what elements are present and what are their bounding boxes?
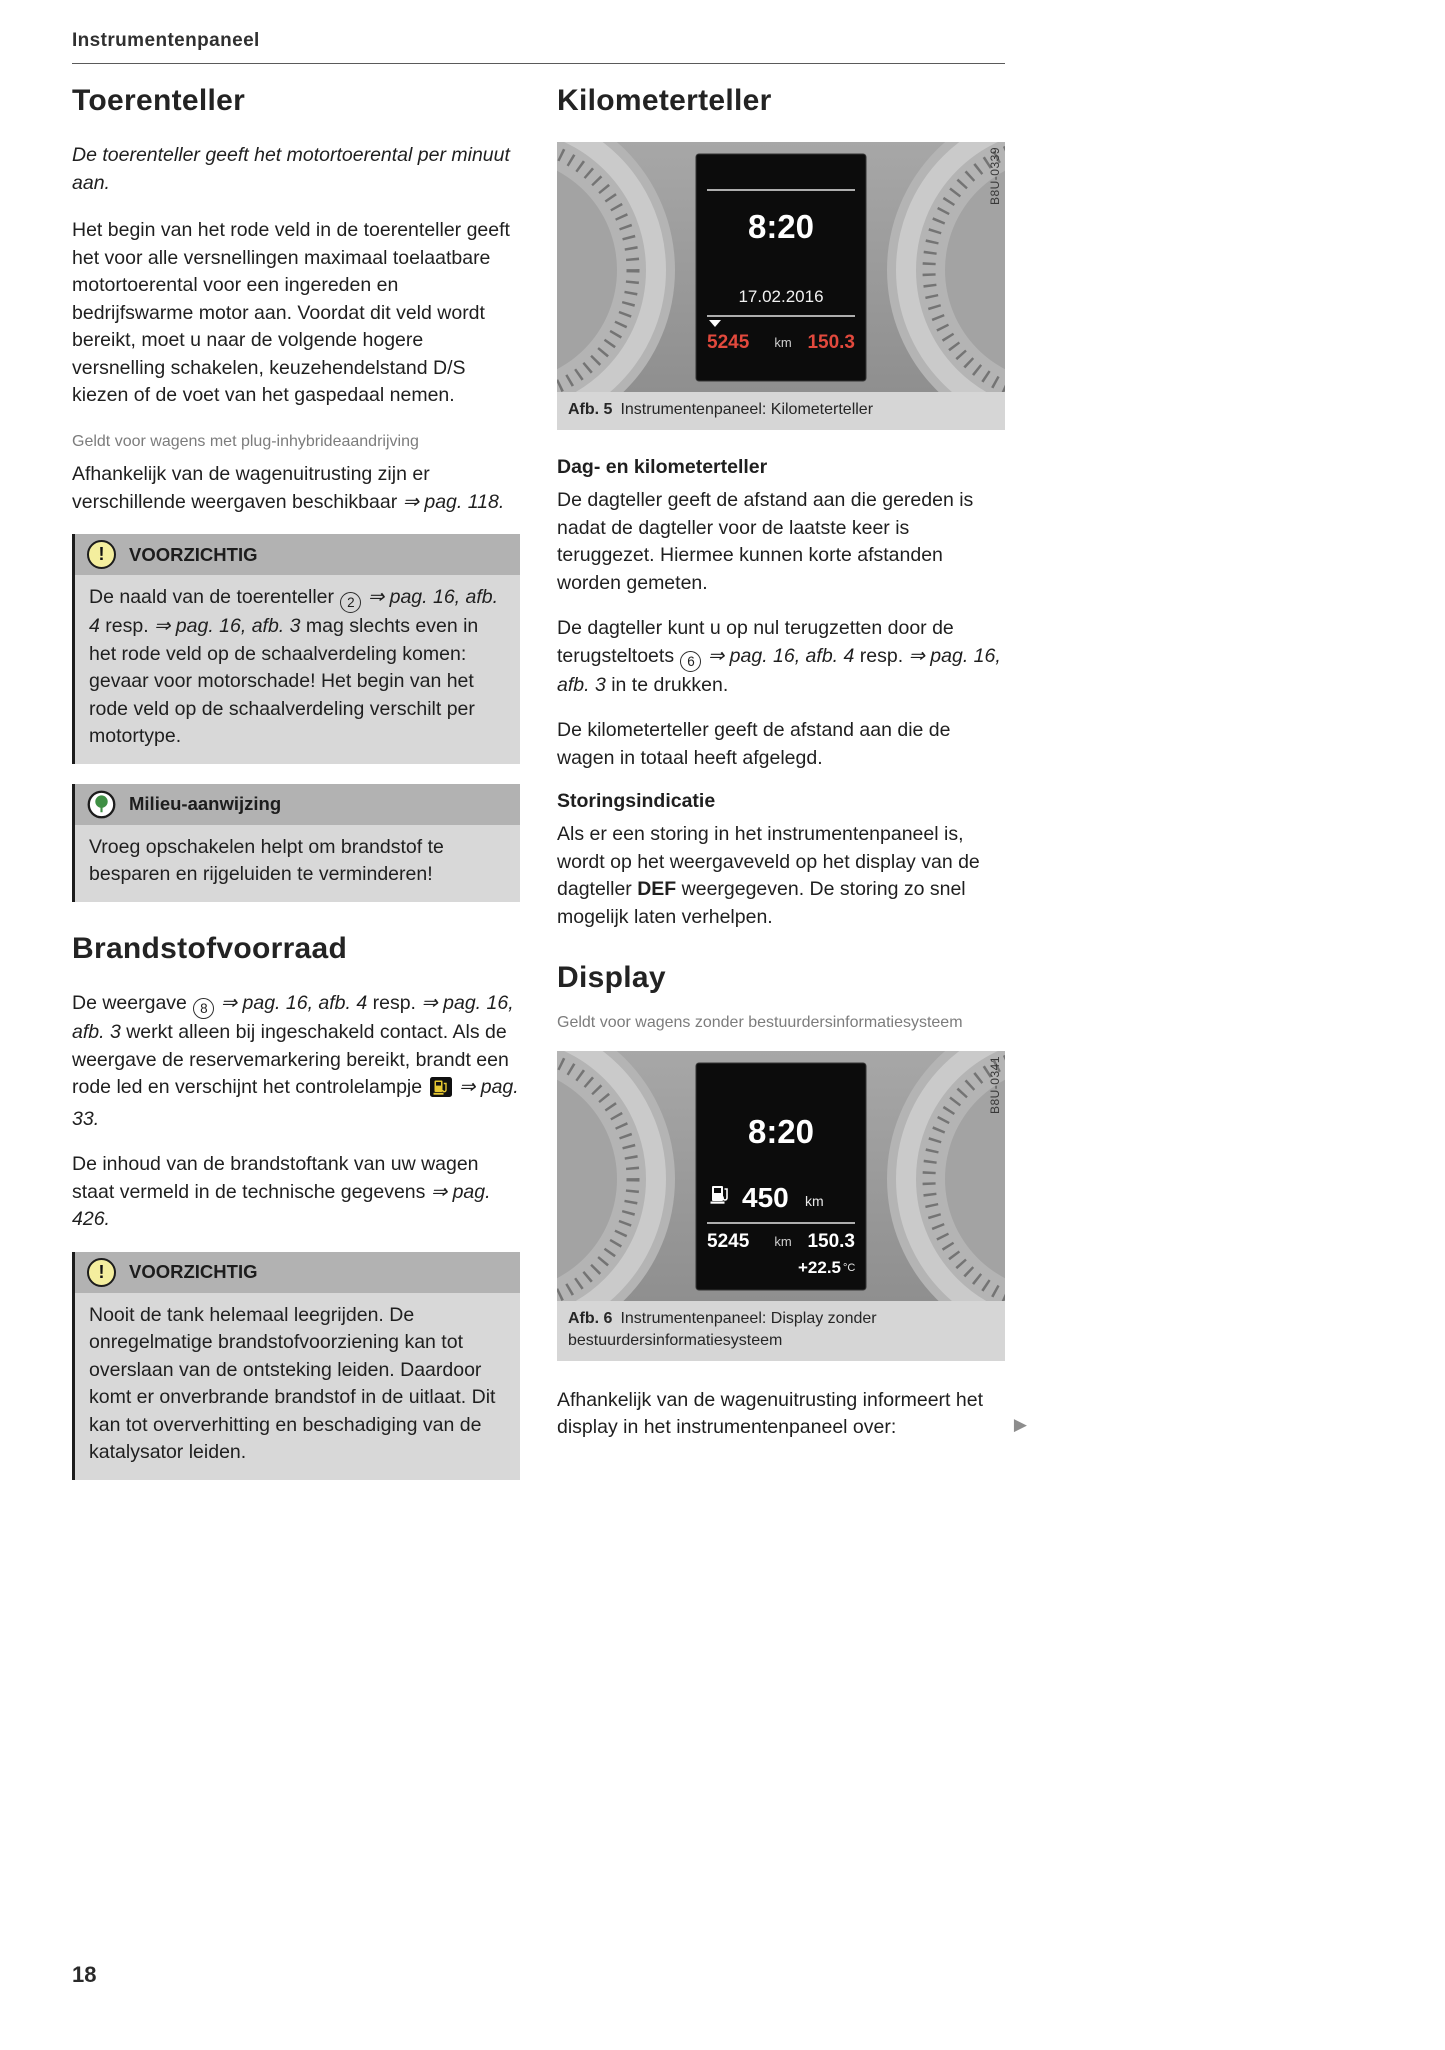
display-odometer: 5245 <box>707 332 750 353</box>
display-temperature-unit: °C <box>843 1261 856 1274</box>
figure-caption-text: Instrumentenpaneel: Kilometerteller <box>620 401 874 418</box>
callout-number: 6 <box>680 651 701 672</box>
display-time: 8:20 <box>747 1112 815 1150</box>
display-odo-unit: km <box>774 1233 792 1249</box>
environment-note-title: Milieu-aanwijzing <box>129 793 282 815</box>
text-segment: De weergave <box>72 991 193 1014</box>
text-segment: resp. <box>99 615 155 638</box>
section-title-brandstofvoorraad: Brandstofvoorraad <box>72 931 348 965</box>
text-segment: Als er een storing in het instrumentenpaneel is, wordt op het weergaveveld op het display van de dagteller <box>557 823 980 901</box>
page-reference: ⇒ pag. 16, afb. 4 <box>89 586 499 638</box>
environment-note-body <box>75 825 520 902</box>
page-reference: ⇒ pag. 118. <box>402 490 505 513</box>
caution-title: VOORZICHTIG <box>129 1261 258 1282</box>
instrument-cluster-photo <box>557 142 1005 392</box>
instrument-cluster-illustration <box>557 142 1005 392</box>
text-segment: weergegeven. De storing zo snel mogelijk laten verhelpen. <box>557 878 966 928</box>
display-range: 450 <box>742 1181 789 1213</box>
paragraph: De kilometerteller geeft de afstand aan die de wagen in totaal heeft afgelegd. <box>557 719 951 769</box>
display-code-def: DEF <box>637 878 677 901</box>
display-time: 8:20 <box>747 208 815 245</box>
callout-number: 2 <box>340 592 361 613</box>
caution-box-body <box>75 575 520 764</box>
continuation-arrow-icon: ▶ <box>1013 1415 1027 1435</box>
figure-caption-text: Instrumentenpaneel: Display zonder bestuurdersinformatiesysteem <box>568 1309 877 1349</box>
section-title-kilometerteller: Kilometerteller <box>557 84 772 117</box>
paragraph <box>557 821 1005 931</box>
callout-number: 8 <box>193 998 214 1019</box>
figure-label: Afb. 5 <box>568 401 613 418</box>
caution-box <box>72 1252 520 1480</box>
subheading-storingsindicatie: Storingsindicatie <box>557 790 716 813</box>
exclamation-circle-icon: ! <box>87 1258 116 1287</box>
exclamation-circle-icon: ! <box>87 540 116 569</box>
paragraph: Het begin van het rode veld in de toerenteller geeft het voor alle versnellingen maximaal toelaatbare motortoerental voor een ingereden en bedrijfswarme motor aan. Voordat dit veld wordt bereikt, moet u naar de volgende hogere versnelling schakelen, keuzehendelstand D/S kiezen of de voet van het gaspedaal nemen. <box>72 219 510 406</box>
caution-title: VOORZICHTIG <box>129 543 258 565</box>
figure-caption <box>557 392 1005 430</box>
applicability-note: Geldt voor wagens zonder bestuurdersinformatiesysteem <box>557 1014 963 1032</box>
page-reference: ⇒ pag. 16, afb. 4 <box>220 991 368 1014</box>
caution-box-header <box>75 1252 520 1293</box>
text-segment: De dagteller kunt u op nul terugzetten door de terugsteltoets <box>557 617 954 667</box>
page-reference: ⇒ pag. 16, afb. 3 <box>72 991 514 1043</box>
caution-box <box>72 534 520 764</box>
text-segment: Afhankelijk van de wagenuitrusting informeert het display in het instrumentenpaneel over: <box>557 1388 983 1439</box>
display-temperature: +22.5 <box>797 1257 841 1277</box>
driver-display <box>696 1063 866 1290</box>
paragraph <box>557 1387 1027 1442</box>
figure-5 <box>557 142 1005 430</box>
paragraph <box>72 1151 520 1234</box>
section-title-display: Display <box>557 961 666 995</box>
environment-note-text: Vroeg opschakelen helpt om brandstof te besparen en rijgeluiden te verminderen! <box>89 835 444 886</box>
paragraph <box>72 461 520 516</box>
page-reference: ⇒ pag. 426. <box>72 1180 491 1230</box>
display-range-unit: km <box>805 1192 824 1209</box>
display-odometer: 5245 <box>707 1230 750 1252</box>
running-header <box>72 30 1005 64</box>
text-segment: De inhoud van de brandstoftank van uw wagen staat vermeld in de technische gegevens <box>72 1153 479 1203</box>
text-segment: werkt alleen bij ingeschakeld contact. Als de weergave de reservemarkering bereikt, brandt een rode led en verschijnt het controlelampje <box>72 1021 509 1098</box>
caution-text: Nooit de tank helemaal leegrijden. De onregelmatige brandstofvoorziening kan tot overslaan van de ontsteking leiden. Daardoor komt er onverbrande brandstof in de uitlaat. Dit kan tot oververhitting en beschadiging van de katalysator leiden. <box>89 1303 496 1463</box>
tree-icon <box>87 790 116 819</box>
applicability-note: Geldt voor wagens met plug-inhybrideaandrijving <box>72 432 419 450</box>
caution-text <box>89 584 506 751</box>
environment-note-header <box>75 784 520 825</box>
subheading-dag-en-kilometerteller: Dag- en kilometerteller <box>557 456 768 478</box>
driver-display <box>696 154 866 381</box>
display-date: 17.02.2016 <box>738 287 824 306</box>
figure-6 <box>557 1051 1005 1361</box>
display-trip: 150.3 <box>807 332 855 353</box>
paragraph: De dagteller geeft de afstand aan die gereden is nadat de dagteller voor de laatste keer is teruggezet. Hiermee kunnen korte afstanden worden gemeten. <box>557 489 974 594</box>
text-segment: De naald van de toerenteller <box>89 586 340 608</box>
instrument-cluster-photo <box>557 1051 1005 1301</box>
page-number: 18 <box>72 1962 97 1987</box>
page-reference: ⇒ pag. 16, afb. 3 <box>154 615 301 638</box>
environment-note-box <box>72 784 520 902</box>
instrument-cluster-illustration <box>557 1051 1005 1301</box>
caution-box-body <box>75 1293 520 1480</box>
caution-box-header <box>75 534 520 575</box>
page-reference: ⇒ pag. 33. <box>72 1076 519 1130</box>
text-segment: in te drukken. <box>605 673 729 696</box>
section-title-toerenteller: Toerenteller <box>72 84 246 117</box>
figure-label: Afb. 6 <box>568 1309 613 1327</box>
fuel-warning-lamp-icon <box>430 1077 452 1106</box>
display-trip: 150.3 <box>807 1230 855 1252</box>
figure-caption <box>557 1301 1005 1361</box>
section-intro: De toerenteller geeft het motortoerental per minuut aan. <box>72 144 510 194</box>
figure-code: B8U-0341 <box>988 1055 1002 1114</box>
text-segment: mag slechts even in het rode veld op de schaalverdeling komen: gevaar voor motorschade! Het begin van het rode veld op de schaalverdeling verschilt per motortype. <box>89 615 479 748</box>
display-odo-unit: km <box>774 335 792 350</box>
page-reference: ⇒ pag. 16, afb. 4 <box>707 644 855 667</box>
running-header-title: Instrumentenpaneel <box>72 30 260 51</box>
paragraph <box>557 615 1005 699</box>
page-reference: ⇒ pag. 16, afb. 3 <box>557 644 1001 696</box>
right-column <box>557 84 1027 1460</box>
text-segment: resp. <box>367 991 422 1014</box>
text-segment: Afhankelijk van de wagenuitrusting zijn er verschillende weergaven beschikbaar <box>72 463 430 513</box>
paragraph <box>72 990 520 1133</box>
text-segment: resp. <box>854 644 909 667</box>
left-column <box>72 84 520 1500</box>
figure-code: B8U-0339 <box>988 147 1002 206</box>
